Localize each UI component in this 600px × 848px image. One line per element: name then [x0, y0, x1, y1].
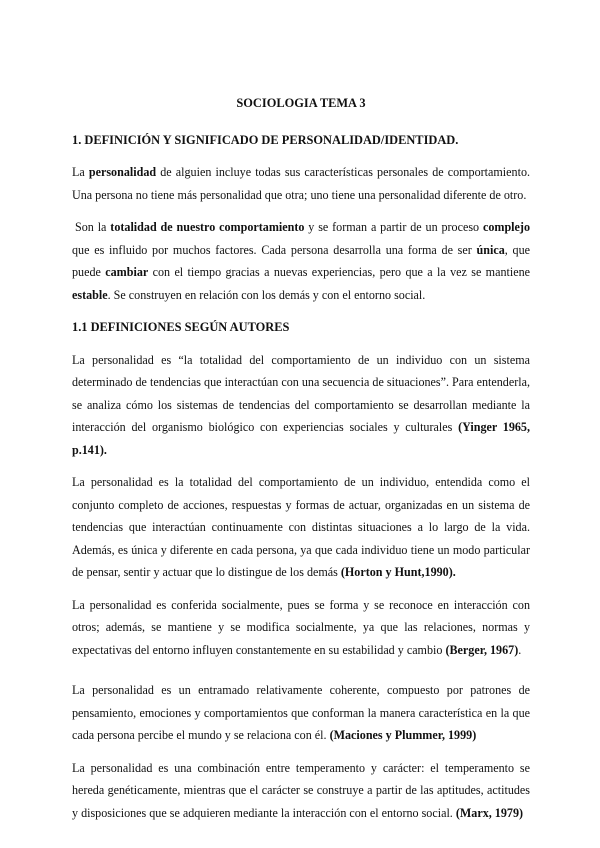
paragraph-yinger — [72, 349, 530, 462]
text-run: Son la — [75, 220, 111, 234]
document-title: SOCIOLOGIA TEMA 3 — [236, 96, 366, 110]
text-run: , que puede — [72, 242, 530, 279]
citation: (Maciones y Plummer, 1999) — [329, 728, 477, 742]
citation: (Horton y Hunt,1990). — [340, 565, 456, 579]
text-run: . Se construyen en relación con los demás y con el entorno social. — [107, 287, 426, 302]
text-run: La personalidad es una combinación entre temperamento y carácter: el temperamento se hereda genéticamente, mientras que el carácter se construye a partir de las aptitudes, actitudes y disposiciones que se adquieren mediante la interacción con el entorno social. — [72, 760, 530, 820]
bold-term: complejo — [482, 220, 530, 234]
bold-term: única — [476, 242, 505, 257]
text-run: La personalidad es la totalidad del comportamiento de un individuo, entendida como el conjunto completo de acciones, respuestas y formas de actuar, organizadas en un sistema de tendencias que interactúan continuamente con distintas situaciones a lo largo de la vida. Además, es única y diferente en cada persona, ya que cada individuo tiene un modo particular de pensar, sentir y actuar que lo distingue de los demás — [72, 475, 530, 579]
text-run: . — [518, 642, 522, 657]
text-run: que es influido por muchos factores. Cada persona desarrolla una forma de ser — [72, 242, 477, 257]
text-run: de alguien incluye todas sus características personales de comportamiento. Una persona no tiene más personalidad que otra; uno tiene una personalidad diferente de otro. — [72, 165, 531, 202]
paragraph-totalidad — [72, 216, 530, 306]
citation: (Yinger 1965, p.141). — [72, 420, 530, 457]
citation: (Marx, 1979) — [455, 805, 524, 820]
text-run: La — [72, 165, 89, 179]
citation: (Berger, 1967) — [445, 642, 519, 657]
text-run: La personalidad es “la totalidad del comportamiento de un individuo con un sistema determinado de tendencias que interactúan con una secuencia de situaciones”. Para entenderla, se analiza cómo los sistemas de tendencias del comportamiento se desarrollan mediante la interacción del organismo biológico con experiencias sociales y culturales — [72, 352, 530, 434]
bold-term: personalidad — [88, 165, 157, 179]
paragraph-berger — [72, 594, 530, 662]
text-run: y se forman a partir de un proceso — [304, 220, 483, 234]
text-run: La personalidad es conferida socialmente, pues se forma y se reconoce en interacción con otros; además, se mantiene y se modifica socialmente, ya que las relaciones, normas y expectativas del entorno influyen constantemente en su estabilidad y cambio — [72, 597, 530, 657]
section-heading-1: 1. DEFINICIÓN Y SIGNIFICADO DE PERSONALIDAD/IDENTIDAD. — [72, 132, 459, 147]
paragraph-marx — [72, 757, 530, 825]
paragraph-personalidad-definicion — [72, 161, 530, 206]
bold-term: totalidad de nuestro comportamiento — [110, 220, 305, 234]
text-run: La personalidad es un entramado relativamente coherente, compuesto por patrones de pensamiento, emociones y comportamientos que conforman la manera característica en la que cada persona percibe el mundo y se relaciona con él. — [72, 683, 530, 742]
paragraph-macionis-plummer — [72, 679, 530, 747]
bold-term: cambiar — [105, 265, 149, 279]
paragraph-horton-hunt — [72, 471, 530, 584]
section-heading-1-1: 1.1 DEFINICIONES SEGÚN AUTORES — [72, 320, 290, 334]
text-run: con el tiempo gracias a nuevas experiencias, pero que a la vez se mantiene — [148, 265, 531, 279]
bold-term: estable — [72, 287, 108, 302]
